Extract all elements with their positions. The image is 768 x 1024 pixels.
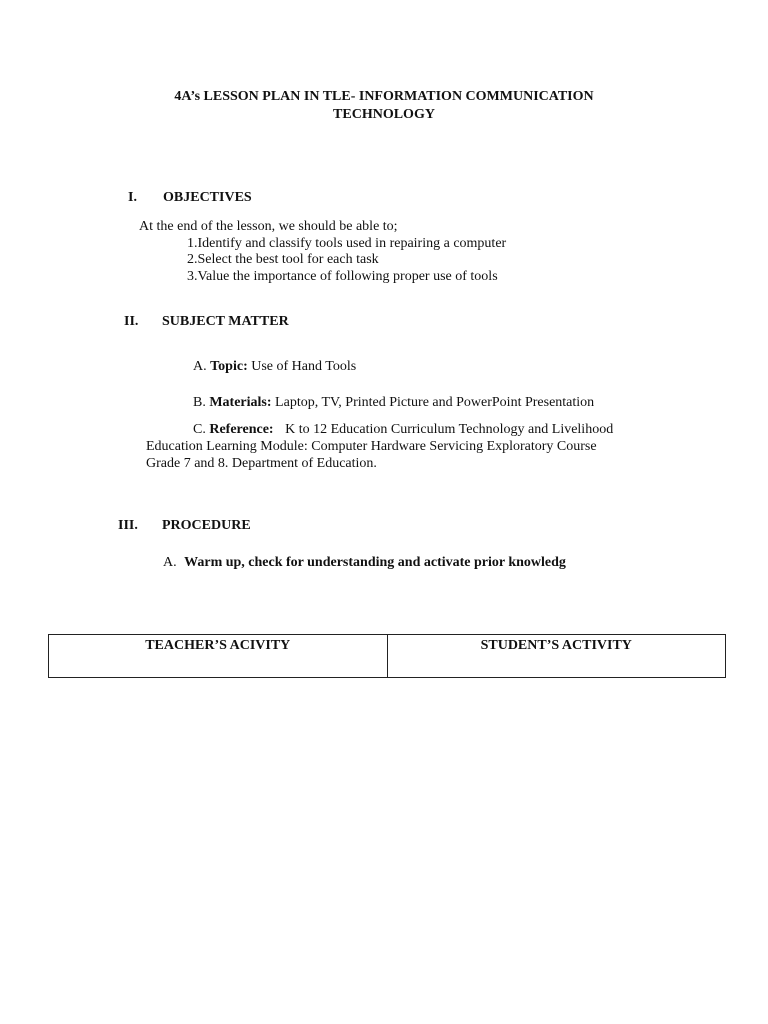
objectives-intro: At the end of the lesson, we should be able to; (139, 219, 398, 234)
teacher-activity-header: TEACHER’S ACIVITY (49, 635, 388, 678)
subject-matter-heading: SUBJECT MATTER (162, 314, 289, 329)
objectives-heading: OBJECTIVES (163, 190, 252, 205)
reference-line-2: Education Learning Module: Computer Hardware Servicing Exploratory Course (146, 439, 597, 454)
topic-letter: A. (193, 359, 207, 374)
objective-item-1: 1.Identify and classify tools used in repairing a computer (187, 236, 507, 251)
reference-letter: C. (193, 422, 206, 437)
procedure-heading: PROCEDURE (162, 518, 251, 533)
objective-item-2: 2.Select the best tool for each task (187, 252, 379, 267)
title-line-2: TECHNOLOGY (333, 107, 435, 122)
reference-line-3: Grade 7 and 8. Department of Education. (146, 456, 377, 471)
step-a-letter: A. (163, 555, 177, 570)
step-a-text: Warm up, check for understanding and activate prior knowledg (184, 555, 566, 570)
reference-text-1: K to 12 Education Curriculum Technology and Livelihood (285, 422, 614, 437)
table-header-row (49, 635, 726, 678)
reference-label: Reference: (209, 422, 274, 437)
materials-letter: B. (193, 395, 206, 410)
objectives-numeral: I. (128, 190, 137, 205)
objective-item-3: 3.Value the importance of following proper use of tools (187, 269, 498, 284)
activity-table (48, 634, 726, 678)
materials-line (193, 394, 594, 411)
subject-matter-numeral: II. (124, 314, 139, 329)
reference-line-1 (193, 421, 613, 438)
topic-value: Use of Hand Tools (251, 359, 357, 374)
materials-label: Materials: (209, 395, 272, 410)
topic-line (193, 358, 356, 375)
procedure-step-a (163, 554, 566, 571)
title-line-1: 4A’s LESSON PLAN IN TLE- INFORMATION COMMUNICATION (174, 89, 594, 104)
procedure-numeral: III. (118, 518, 138, 533)
materials-value: Laptop, TV, Printed Picture and PowerPoint Presentation (275, 395, 595, 410)
student-activity-header: STUDENT’S ACTIVITY (387, 635, 726, 678)
topic-label: Topic: (210, 359, 248, 374)
